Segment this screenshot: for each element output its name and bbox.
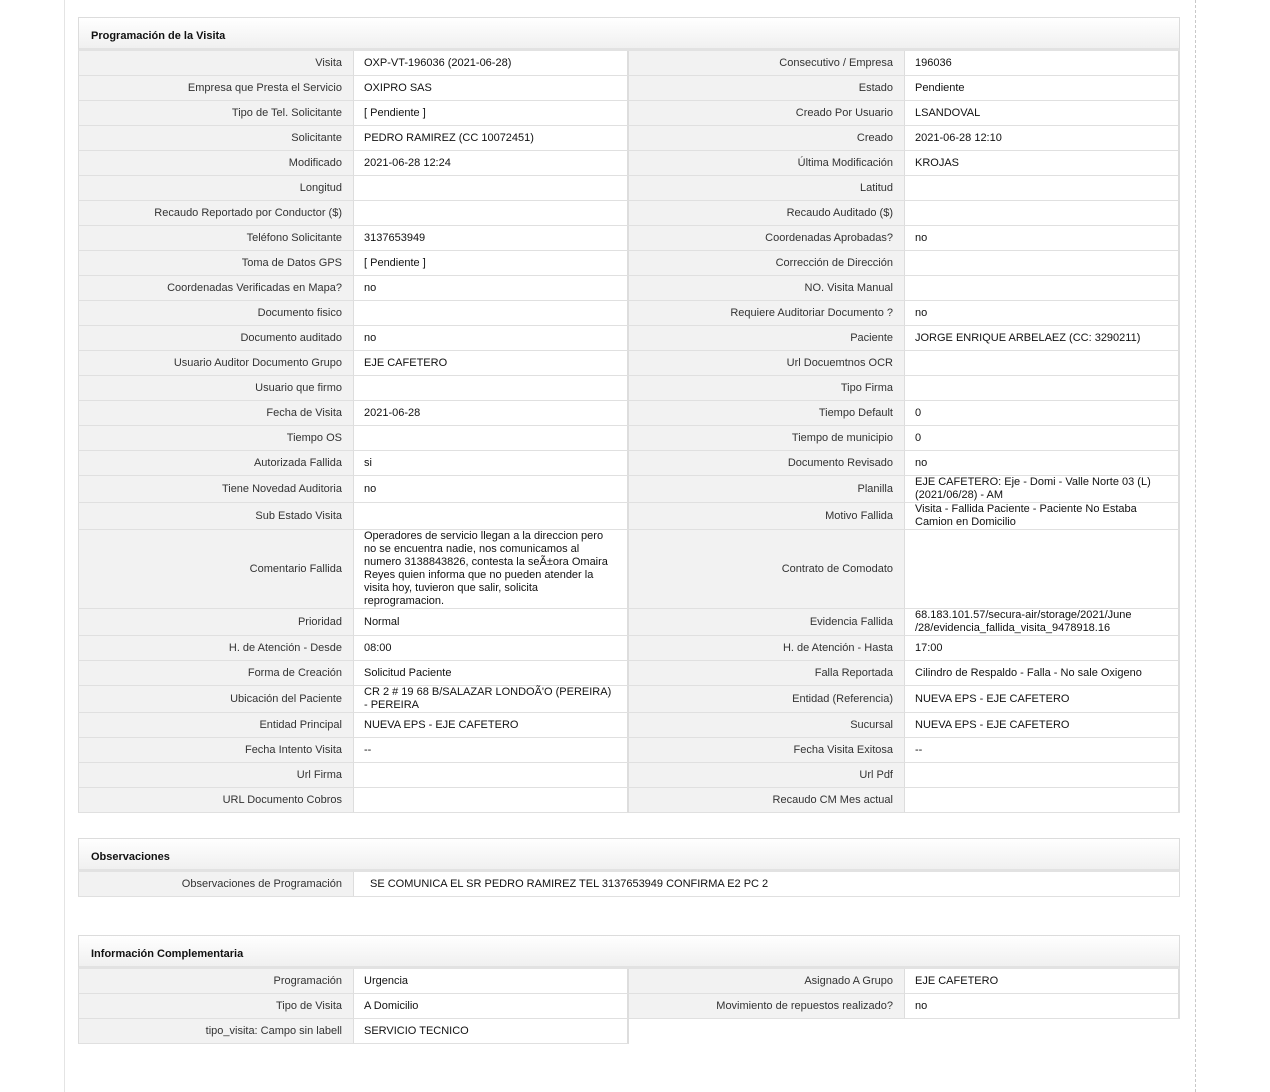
complementaria-title: Información Complementaria — [78, 935, 1180, 969]
field-value — [905, 788, 1180, 813]
field-value: 68.183.101.57/secura-air/storage/2021/June /28/evidencia_fallida_visita_9478918.16 — [905, 609, 1180, 636]
field-label: Tiempo OS — [78, 426, 354, 451]
field-label: Teléfono Solicitante — [78, 226, 354, 251]
field-value — [354, 376, 629, 401]
field-value: CR 2 # 19 68 B/SALAZAR LONDOÃ'O (PEREIRA) - PEREIRA — [354, 686, 629, 713]
field-value: 2021-06-28 — [354, 401, 629, 426]
field-value: no — [354, 476, 629, 503]
field-value: no — [354, 326, 629, 351]
field-value: Pendiente — [905, 76, 1180, 101]
field-value — [905, 276, 1180, 301]
field-label: Fecha de Visita — [78, 401, 354, 426]
field-value: Urgencia — [354, 969, 629, 994]
field-label: Comentario Fallida — [78, 530, 354, 609]
field-label: Modificado — [78, 151, 354, 176]
programacion-panel — [78, 17, 1180, 813]
field-value — [354, 176, 629, 201]
field-value: 0 — [905, 426, 1180, 451]
field-label: tipo_visita: Campo sin labell — [78, 1019, 354, 1044]
field-label: Programación — [78, 969, 354, 994]
field-value — [354, 788, 629, 813]
field-label: Motivo Fallida — [629, 503, 905, 530]
observaciones-title: Observaciones — [78, 838, 1180, 872]
field-value: NUEVA EPS - EJE CAFETERO — [354, 713, 629, 738]
complementaria-grid — [78, 969, 1180, 1044]
field-label: Latitud — [629, 176, 905, 201]
field-label: Url Docuemtnos OCR — [629, 351, 905, 376]
field-label: Tiempo de municipio — [629, 426, 905, 451]
observaciones-panel — [78, 838, 1180, 897]
page-left-border — [64, 0, 65, 1092]
field-label: Creado — [629, 126, 905, 151]
field-label: Entidad Principal — [78, 713, 354, 738]
field-value: EJE CAFETERO — [905, 969, 1180, 994]
field-value: Solicitud Paciente — [354, 661, 629, 686]
field-value: KROJAS — [905, 151, 1180, 176]
field-label: Paciente — [629, 326, 905, 351]
field-label: Entidad (Referencia) — [629, 686, 905, 713]
field-label: Usuario que firmo — [78, 376, 354, 401]
field-label: URL Documento Cobros — [78, 788, 354, 813]
field-value: OXIPRO SAS — [354, 76, 629, 101]
field-value — [905, 251, 1180, 276]
field-value: no — [905, 301, 1180, 326]
field-label: Longitud — [78, 176, 354, 201]
field-label: Movimiento de repuestos realizado? — [629, 994, 905, 1019]
field-value: LSANDOVAL — [905, 101, 1180, 126]
field-label: Última Modificación — [629, 151, 905, 176]
field-label: Creado Por Usuario — [629, 101, 905, 126]
field-label: Usuario Auditor Documento Grupo — [78, 351, 354, 376]
field-value — [354, 503, 629, 530]
field-label: Visita — [78, 51, 354, 76]
observaciones-grid — [78, 872, 1180, 897]
field-value — [905, 376, 1180, 401]
field-label: H. de Atención - Hasta — [629, 636, 905, 661]
field-label: NO. Visita Manual — [629, 276, 905, 301]
field-label: Corrección de Dirección — [629, 251, 905, 276]
observaciones-value: SE COMUNICA EL SR PEDRO RAMIREZ TEL 3137653949 CONFIRMA E2 PC 2 — [354, 872, 1180, 897]
field-value: 0 — [905, 401, 1180, 426]
field-value: EJE CAFETERO: Eje - Domi - Valle Norte 03 (L) (2021/06/28) - AM — [905, 476, 1180, 503]
field-label: Sucursal — [629, 713, 905, 738]
field-label: Documento fisico — [78, 301, 354, 326]
field-label: Toma de Datos GPS — [78, 251, 354, 276]
field-value — [354, 301, 629, 326]
field-label: Consecutivo / Empresa — [629, 51, 905, 76]
field-label: Recaudo Reportado por Conductor ($) — [78, 201, 354, 226]
field-label: Solicitante — [78, 126, 354, 151]
field-label: Coordenadas Aprobadas? — [629, 226, 905, 251]
field-value: NUEVA EPS - EJE CAFETERO — [905, 713, 1180, 738]
field-value: 3137653949 — [354, 226, 629, 251]
field-label: Prioridad — [78, 609, 354, 636]
field-label: Recaudo Auditado ($) — [629, 201, 905, 226]
field-value — [905, 351, 1180, 376]
field-value: no — [905, 226, 1180, 251]
field-label: Requiere Auditoriar Documento ? — [629, 301, 905, 326]
field-label: Empresa que Presta el Servicio — [78, 76, 354, 101]
field-value: 196036 — [905, 51, 1180, 76]
field-value — [905, 201, 1180, 226]
field-label: H. de Atención - Desde — [78, 636, 354, 661]
empty-cell — [629, 1019, 905, 1044]
field-label: Autorizada Fallida — [78, 451, 354, 476]
field-label: Recaudo CM Mes actual — [629, 788, 905, 813]
field-label: Falla Reportada — [629, 661, 905, 686]
empty-cell — [905, 1019, 1180, 1044]
field-label: Tipo Firma — [629, 376, 905, 401]
field-value: Cilindro de Respaldo - Falla - No sale Oxigeno — [905, 661, 1180, 686]
field-value — [905, 763, 1180, 788]
field-label: Asignado A Grupo — [629, 969, 905, 994]
field-value: 17:00 — [905, 636, 1180, 661]
field-label: Fecha Visita Exitosa — [629, 738, 905, 763]
field-value: PEDRO RAMIREZ (CC 10072451) — [354, 126, 629, 151]
field-value: -- — [905, 738, 1180, 763]
field-label: Tiene Novedad Auditoria — [78, 476, 354, 503]
field-value: no — [905, 994, 1180, 1019]
field-value: A Domicilio — [354, 994, 629, 1019]
programacion-title: Programación de la Visita — [78, 17, 1180, 51]
field-label: Tipo de Visita — [78, 994, 354, 1019]
field-label: Planilla — [629, 476, 905, 503]
field-label: Documento auditado — [78, 326, 354, 351]
field-value — [354, 426, 629, 451]
field-label: Tiempo Default — [629, 401, 905, 426]
field-value: EJE CAFETERO — [354, 351, 629, 376]
complementaria-panel — [78, 935, 1180, 1044]
field-value: Operadores de servicio llegan a la direccion pero no se encuentra nadie, nos comunicamos al numero 3138843826, contesta la seÃ±ora Omaira Reyes quien informa que no pueden atender la visita hoy, tuvieron que salir, solicita reprogramacion. — [354, 530, 629, 609]
field-value: OXP-VT-196036 (2021-06-28) — [354, 51, 629, 76]
field-label: Url Pdf — [629, 763, 905, 788]
field-label: Coordenadas Verificadas en Mapa? — [78, 276, 354, 301]
field-value: SERVICIO TECNICO — [354, 1019, 629, 1044]
field-value: Normal — [354, 609, 629, 636]
field-value: no — [354, 276, 629, 301]
field-label: Contrato de Comodato — [629, 530, 905, 609]
field-label: Forma de Creación — [78, 661, 354, 686]
field-value: [ Pendiente ] — [354, 101, 629, 126]
field-label: Tipo de Tel. Solicitante — [78, 101, 354, 126]
programacion-grid — [78, 51, 1180, 813]
field-value — [354, 763, 629, 788]
field-label: Url Firma — [78, 763, 354, 788]
field-value — [354, 201, 629, 226]
field-label: Documento Revisado — [629, 451, 905, 476]
field-label: Sub Estado Visita — [78, 503, 354, 530]
field-value: no — [905, 451, 1180, 476]
field-value: Visita - Fallida Paciente - Paciente No Estaba Camion en Domicilio — [905, 503, 1180, 530]
field-label: Evidencia Fallida — [629, 609, 905, 636]
field-value: -- — [354, 738, 629, 763]
observaciones-label: Observaciones de Programación — [78, 872, 354, 897]
field-label: Fecha Intento Visita — [78, 738, 354, 763]
field-value: 2021-06-28 12:10 — [905, 126, 1180, 151]
field-value: JORGE ENRIQUE ARBELAEZ (CC: 3290211) — [905, 326, 1180, 351]
field-value: NUEVA EPS - EJE CAFETERO — [905, 686, 1180, 713]
field-value — [905, 530, 1180, 609]
field-value — [905, 176, 1180, 201]
field-value: 08:00 — [354, 636, 629, 661]
page-right-border — [1195, 0, 1196, 1092]
field-label: Ubicación del Paciente — [78, 686, 354, 713]
field-value: 2021-06-28 12:24 — [354, 151, 629, 176]
field-label: Estado — [629, 76, 905, 101]
field-value: [ Pendiente ] — [354, 251, 629, 276]
field-value: si — [354, 451, 629, 476]
